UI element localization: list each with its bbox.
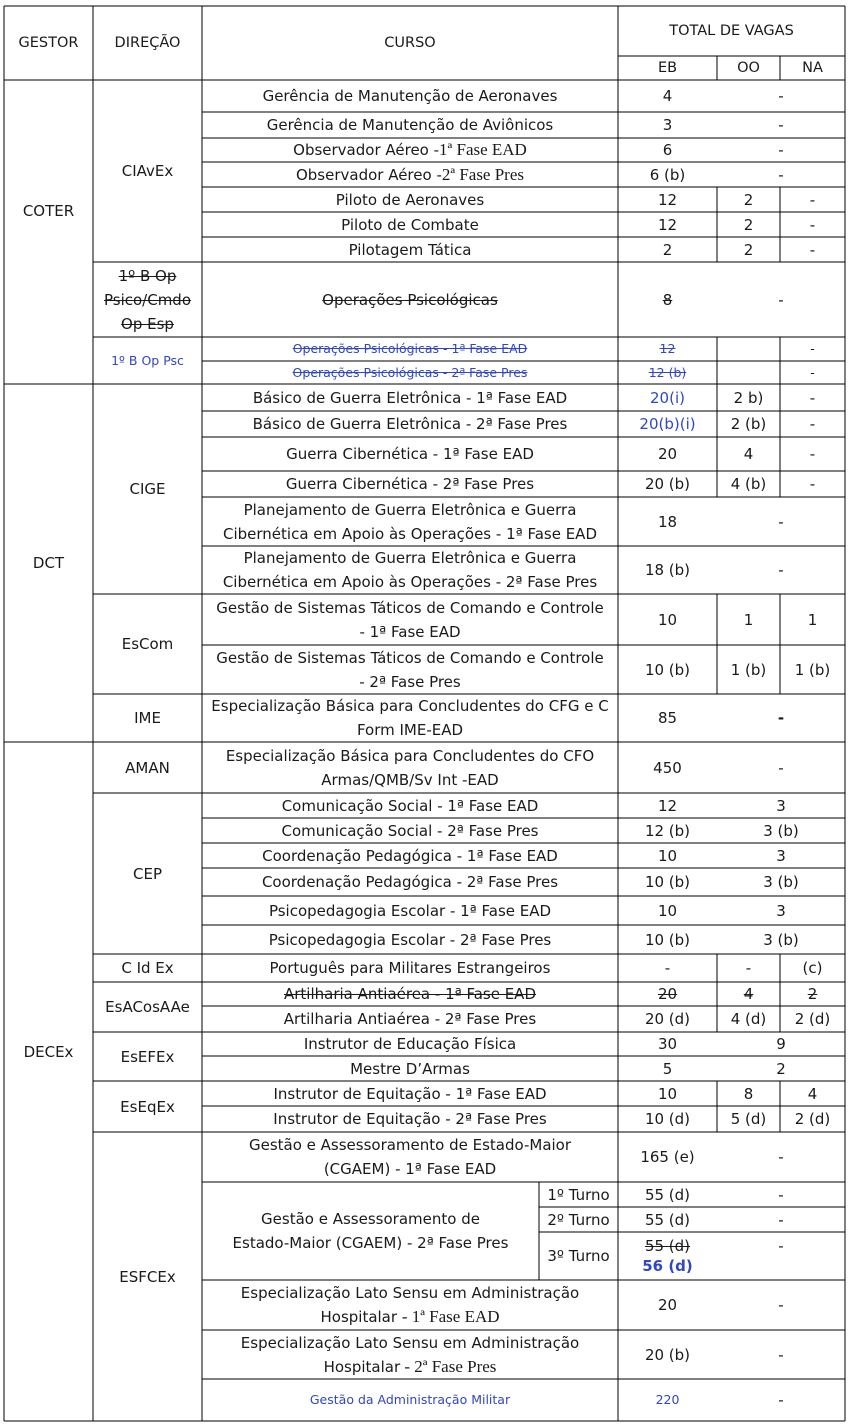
oo-value: 2 (b) xyxy=(730,415,767,433)
course-artilharia-antiaerea-ead: Artilharia Antiaérea - 1ª Fase EAD xyxy=(283,985,536,1003)
oo-na-value: - xyxy=(778,1345,784,1364)
na-value: - xyxy=(809,475,816,493)
direcao-1-b-op-psico-line-1: 1º B Op xyxy=(118,266,177,285)
direcao-escom: EsCom xyxy=(121,635,174,653)
direcao-1-b-op-psico-line-3: Op Esp xyxy=(121,314,174,333)
course-line-1: Especialização Lato Sensu em Administração xyxy=(240,1333,580,1352)
course-especializacao-lato-sensu-ead xyxy=(202,1280,618,1330)
eb-value: 5 xyxy=(662,1059,673,1078)
eb-value: 10 xyxy=(657,901,678,920)
course-line-2: Cibernética em Apoio às Operações - 1ª Fase EAD xyxy=(223,524,597,543)
header-oo: OO xyxy=(737,60,760,76)
course-piloto-combate: Piloto de Combate xyxy=(341,215,479,234)
course-line-1: Planejamento de Guerra Eletrônica e Guerra xyxy=(243,549,577,567)
header-direcao: DIREÇÃO xyxy=(114,35,181,51)
course-guerra-cibernetica-pres: Guerra Cibernética - 2ª Fase Pres xyxy=(285,475,535,493)
oo-na-value: 3 (b) xyxy=(763,930,799,949)
eb-value: 55 (d) xyxy=(644,1185,691,1204)
oo-na-value: 3 xyxy=(776,796,786,815)
course-comunicacao-social-ead: Comunicação Social - 1ª Fase EAD xyxy=(281,796,539,815)
direcao-esfcex: ESFCEx xyxy=(119,1267,176,1286)
course-line-1: Planejamento de Guerra Eletrônica e Guerra xyxy=(243,500,577,519)
eb-value: 55 (d) xyxy=(644,1210,691,1229)
na-value: (c) xyxy=(802,959,823,977)
oo-value: 2 xyxy=(743,215,754,234)
na-value: 4 xyxy=(807,1084,818,1103)
course-cgaem-pres xyxy=(202,1182,539,1280)
eb-value: 18 xyxy=(657,512,678,531)
course-operacoes-psicologicas-ead: Operações Psicológicas - 1ª Fase EAD xyxy=(292,341,528,356)
eb-value: 20(i) xyxy=(650,388,685,407)
oo-value: 4 (b) xyxy=(730,475,767,493)
course-text: Hospitalar xyxy=(323,1357,401,1376)
direcao-1-b-op-psico-old xyxy=(93,262,202,337)
direcao-ime: IME xyxy=(134,709,161,727)
na-value: - xyxy=(809,415,816,433)
eb-value: 20 xyxy=(657,985,678,1003)
direcao-cep: CEP xyxy=(133,864,162,883)
oo-na-value: - xyxy=(778,1148,784,1166)
direcao-1-b-op-psico-line-2: Psico/Cmdo xyxy=(103,290,192,309)
eb-value: - xyxy=(664,959,671,977)
course-operacoes-psicologicas-pres: Operações Psicológicas - 2ª Fase Pres xyxy=(292,364,528,380)
oo-value: 1 (b) xyxy=(730,660,767,679)
eb-value: 12 (b) xyxy=(644,821,691,840)
oo-value: 2 b) xyxy=(733,388,764,407)
oo-value: 2 xyxy=(743,240,754,259)
course-phase: 1ª Fase EAD xyxy=(439,140,527,159)
header-total-vagas: TOTAL DE VAGAS xyxy=(669,23,794,39)
course-gestao-sistemas-taticos-ead xyxy=(202,594,618,645)
eb-value: 10 (b) xyxy=(644,930,691,949)
oo-na-value: - xyxy=(778,290,784,309)
eb-value: 85 xyxy=(657,709,678,727)
na-value: - xyxy=(809,445,816,463)
direcao-ciavex: CIAvEx xyxy=(121,162,174,180)
course-gestao-sistemas-taticos-pres xyxy=(202,645,618,694)
oo-na-value: - xyxy=(778,1237,784,1255)
eb-value: 20 (d) xyxy=(644,1010,691,1028)
eb-value: 3 xyxy=(662,116,673,134)
oo-na-value: - xyxy=(778,1296,784,1314)
turno-1-label: 1º Turno xyxy=(547,1185,610,1204)
oo-na-value: - xyxy=(778,561,784,579)
oo-value: 4 (d) xyxy=(730,1010,767,1028)
course-line-2 xyxy=(324,1355,497,1379)
course-especializacao-basica-cfg xyxy=(202,694,618,742)
course-line-2: Estado-Maior (CGAEM) - 2ª Fase Pres xyxy=(232,1234,509,1252)
course-coordenacao-pedagogica-pres: Coordenação Pedagógica - 2ª Fase Pres xyxy=(261,873,559,891)
direcao-cige: CIGE xyxy=(129,480,166,498)
course-line-2 xyxy=(320,1305,499,1329)
direcao-esacosaae: EsACosAAe xyxy=(105,998,190,1016)
course-line-2: Armas/QMB/Sv Int -EAD xyxy=(321,770,499,789)
course-phase: - 2ª Fase Pres xyxy=(400,1356,497,1376)
oo-na-value: - xyxy=(777,709,785,727)
course-coordenacao-pedagogica-ead: Coordenação Pedagógica - 1ª Fase EAD xyxy=(262,846,558,865)
course-line-1: Especialização Básica para Concludentes do CFO xyxy=(225,746,595,765)
course-planejamento-guerra-ead xyxy=(202,497,618,546)
direcao-eseqex: EsEqEx xyxy=(120,1097,175,1116)
course-operacoes-psicologicas-old: Operações Psicológicas xyxy=(322,290,498,309)
eb-value: 20(b)(i) xyxy=(639,415,696,433)
eb-value: 6 xyxy=(662,141,673,159)
course-observador-aereo-pres xyxy=(202,162,618,187)
oo-value: 1 xyxy=(743,610,754,629)
course-especializacao-basica-cfo xyxy=(202,742,618,793)
eb-value: 12 xyxy=(657,190,678,209)
eb-value: 12 (b) xyxy=(648,364,687,380)
course-text: Observador Aéreo - xyxy=(295,165,442,184)
direcao-c-id-ex: C Id Ex xyxy=(121,959,174,977)
course-especializacao-lato-sensu-pres xyxy=(202,1330,618,1379)
course-line-1: Especialização Básica para Concludentes do CFG e C xyxy=(211,697,609,715)
na-value: 1 xyxy=(807,610,818,629)
eb-value: 10 (b) xyxy=(644,873,691,891)
oo-na-value: - xyxy=(778,141,784,159)
eb-value: 165 (e) xyxy=(640,1148,695,1166)
eb-value: 10 xyxy=(657,610,678,629)
eb-value: 20 (b) xyxy=(644,475,691,493)
oo-na-value: - xyxy=(778,512,784,531)
na-value: - xyxy=(809,215,816,234)
course-phase: 2ª Fase Pres xyxy=(441,164,525,184)
eb-value: 20 xyxy=(657,1296,678,1314)
na-value: - xyxy=(809,240,816,259)
eb-value: 18 (b) xyxy=(644,561,691,579)
oo-na-value: - xyxy=(778,1391,784,1409)
course-cgaem-ead xyxy=(202,1132,618,1182)
eb-value: 6 (b) xyxy=(649,165,686,184)
oo-na-value: - xyxy=(778,1210,784,1229)
oo-na-value: 9 xyxy=(776,1035,786,1053)
course-line-1: Gestão de Sistemas Táticos de Comando e Controle xyxy=(216,648,604,667)
eb-value: 4 xyxy=(662,87,673,105)
oo-na-value: - xyxy=(778,1185,784,1204)
oo-na-value: - xyxy=(778,116,784,134)
course-portugues-militares-estrangeiros: Português para Militares Estrangeiros xyxy=(269,959,551,977)
eb-value: 12 xyxy=(657,796,678,815)
oo-value: 2 xyxy=(743,190,754,209)
oo-value: 4 xyxy=(743,445,754,463)
oo-na-value: - xyxy=(778,758,784,777)
course-psicopedagogia-escolar-ead: Psicopedagogia Escolar - 1ª Fase EAD xyxy=(268,901,552,920)
header-na: NA xyxy=(802,60,823,76)
course-artilharia-antiaerea-pres: Artilharia Antiaérea - 2ª Fase Pres xyxy=(283,1010,537,1028)
course-gerencia-aeronaves: Gerência de Manutenção de Aeronaves xyxy=(262,87,558,105)
course-basico-guerra-eletronica-ead: Básico de Guerra Eletrônica - 1ª Fase EAD xyxy=(252,388,568,407)
course-observador-aereo-ead xyxy=(202,138,618,162)
gestor-dct: DCT xyxy=(32,554,65,572)
direcao-esefex: EsEFEx xyxy=(120,1047,175,1066)
eb-value: 10 (d) xyxy=(644,1110,691,1128)
oo-value: 8 xyxy=(743,1084,754,1103)
course-guerra-cibernetica-ead: Guerra Cibernética - 1ª Fase EAD xyxy=(286,445,534,463)
course-piloto-aeronaves: Piloto de Aeronaves xyxy=(335,190,485,209)
eb-value: 12 xyxy=(659,341,676,356)
eb-value: 220 xyxy=(655,1392,680,1407)
eb-value: 10 xyxy=(657,1084,678,1103)
course-line-2: Form IME-EAD xyxy=(356,721,464,739)
oo-na-value: - xyxy=(778,87,784,105)
course-line-1: Especialização Lato Sensu em Administração xyxy=(240,1284,580,1302)
turno-2-label: 2º Turno xyxy=(547,1210,610,1229)
eb-value: 10 xyxy=(657,846,678,865)
na-value: - xyxy=(809,388,816,407)
course-instrutor-equitacao-ead: Instrutor de Equitação - 1ª Fase EAD xyxy=(273,1084,547,1103)
course-line-1: Gestão e Assessoramento de Estado-Maior xyxy=(248,1136,572,1154)
eb-value: 10 (b) xyxy=(644,660,691,679)
eb-value: 8 xyxy=(662,290,673,309)
course-pilotagem-tatica: Pilotagem Tática xyxy=(348,240,472,259)
course-instrutor-educacao-fisica: Instrutor de Educação Física xyxy=(303,1035,517,1053)
oo-na-value: 3 xyxy=(776,846,786,865)
course-phase: - 1ª Fase EAD xyxy=(401,1307,500,1326)
course-line-2: - 2ª Fase Pres xyxy=(359,672,461,691)
eb-value-old: 55 (d) xyxy=(644,1237,691,1255)
course-psicopedagogia-escolar-pres: Psicopedagogia Escolar - 2ª Fase Pres xyxy=(268,930,552,949)
eb-value: 12 xyxy=(657,215,678,234)
course-line-1: Gestão de Sistemas Táticos de Comando e Controle xyxy=(216,598,604,617)
header-curso: CURSO xyxy=(384,35,436,51)
oo-na-value: 3 (b) xyxy=(763,821,799,840)
oo-na-value: 2 xyxy=(776,1059,786,1078)
na-value: - xyxy=(810,341,815,356)
header-gestor: GESTOR xyxy=(18,35,79,51)
oo-value: 4 xyxy=(743,985,754,1003)
course-gerencia-avionicos: Gerência de Manutenção de Aviônicos xyxy=(266,116,554,134)
header-eb: EB xyxy=(657,60,678,76)
eb-value: 450 xyxy=(653,758,682,777)
eb-value-new: 56 (d) xyxy=(642,1257,693,1275)
gestor-coter: COTER xyxy=(22,202,75,220)
na-value: 2 (d) xyxy=(794,1110,831,1128)
direcao-aman: AMAN xyxy=(125,758,170,777)
course-line-2: (CGAEM) - 1ª Fase EAD xyxy=(323,1160,497,1178)
course-gestao-administracao-militar: Gestão da Administração Militar xyxy=(309,1392,511,1407)
turno-3-label: 3º Turno xyxy=(547,1247,610,1265)
course-line-2: - 1ª Fase EAD xyxy=(359,622,461,641)
eb-value: 30 xyxy=(657,1035,678,1053)
gestor-decex: DECEx xyxy=(23,1043,74,1061)
na-value: - xyxy=(809,190,816,209)
oo-na-value: 3 (b) xyxy=(763,873,799,891)
course-comunicacao-social-pres: Comunicação Social - 2ª Fase Pres xyxy=(281,821,539,840)
course-line-1: Gestão e Assessoramento de xyxy=(261,1210,480,1228)
na-value: 1 (b) xyxy=(794,660,831,679)
course-line-2: Cibernética em Apoio às Operações - 2ª Fase Pres xyxy=(222,573,598,591)
direcao-1-b-op-psc: 1º B Op Psc xyxy=(111,352,184,368)
oo-value: 5 (d) xyxy=(730,1110,767,1128)
eb-value-turno-3 xyxy=(618,1232,717,1280)
course-planejamento-guerra-pres xyxy=(202,546,618,594)
course-text: Hospitalar xyxy=(320,1308,402,1326)
na-value: 2 xyxy=(807,985,818,1003)
course-text: Observador Aéreo - xyxy=(293,141,440,159)
course-basico-guerra-eletronica-pres: Básico de Guerra Eletrônica - 2ª Fase Pres xyxy=(252,415,568,433)
oo-value: - xyxy=(745,959,752,977)
eb-value: 20 xyxy=(657,445,678,463)
na-value: 2 (d) xyxy=(794,1010,831,1028)
course-instrutor-equitacao-pres: Instrutor de Equitação - 2ª Fase Pres xyxy=(273,1110,547,1128)
eb-value: 2 xyxy=(662,240,673,259)
oo-na-value: - xyxy=(778,165,784,184)
na-value: - xyxy=(810,364,815,380)
oo-na-value: 3 xyxy=(776,901,786,920)
course-mestre-darmas: Mestre D’Armas xyxy=(350,1059,470,1078)
eb-value: 20 (b) xyxy=(644,1345,691,1364)
